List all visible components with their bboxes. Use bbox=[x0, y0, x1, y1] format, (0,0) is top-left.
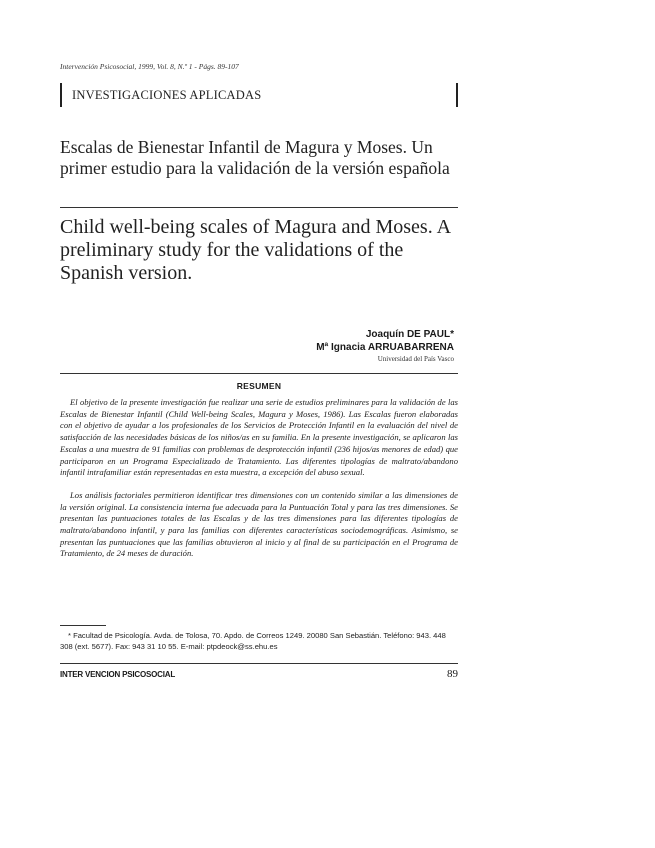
footer-journal-name: INTER VENCION PSICOSOCIAL bbox=[60, 670, 176, 679]
footnote: * Facultad de Psicología. Avda. de Tolosa, 70. Apdo. de Correos 1249. 20080 San Sebastián. Teléfono: 943. 448 308 (ext. 5677). Fax: 943 31 10 55. E-mail: ptpdeock@ss.ehu.es bbox=[60, 631, 446, 651]
abstract-paragraph: El objetivo de la presente investigación fue realizar una serie de estudios preliminares para la validación de las Escalas de Bienestar Infantil (Child Well-being Scales, Magura y Moses, 1986). Las Escalas fueron elaboradas con el objetivo de ayudar a los profesionales de los Servicios de Protección Infantil en la evaluación del nivel de satisfacción de las necesidades básicas de los niños/as en su familia. En la presente investigación, se aplicaron las Escalas a una muestra de 91 familias con problemas de desprotección infantil (236 hijos/as menores de edad) que participaron en un Programa Especializado de Tratamiento. Las diferentes tipologías de maltrato/abandono infantil intrafamiliar están representadas en esta muestra, a excepción del abuso sexual. bbox=[60, 397, 458, 478]
section-banner bbox=[60, 83, 458, 107]
abstract-paragraph: Los análisis factoriales permitieron identificar tres dimensiones con un contenido similar a las dimensiones de la versión original. La consistencia interna fue adecuada para la Puntuación Total y para las tres dimensiones. Se presentan las puntuaciones totales de las Escalas y de las tres dimensiones para las diferentes tipologías de maltrato/abandono infantil, y para las familias con diferentes características sociodemográficas. Asimismo, se presentan las puntuaciones que las familias obtuvieron al inicio y al final de su participación en el Programa de Tratamiento, de 24 meses de duración. bbox=[60, 489, 458, 559]
author-affiliation: Universidad del País Vasco bbox=[377, 355, 454, 363]
title-spanish: Escalas de Bienestar Infantil de Magura y Moses. Un primer estudio para la validación de la versión española bbox=[60, 137, 450, 178]
section-label: INVESTIGACIONES APLICADAS bbox=[72, 88, 262, 102]
abstract-body bbox=[60, 397, 458, 571]
author-block bbox=[200, 328, 454, 365]
footer-divider bbox=[60, 663, 458, 664]
abstract-heading: RESUMEN bbox=[236, 381, 282, 391]
title-english: Child well-being scales of Magura and Moses. A preliminary study for the validations of the Spanish version. bbox=[60, 216, 450, 284]
title-divider bbox=[60, 207, 458, 208]
page-number: 89 bbox=[447, 668, 458, 680]
abstract-divider bbox=[60, 373, 458, 374]
author-name: Mª Ignacia ARRUABARRENA bbox=[316, 342, 454, 353]
author-name: Joaquín DE PAUL* bbox=[365, 329, 454, 340]
footnote-divider bbox=[60, 625, 106, 626]
journal-citation: Intervención Psicosocial, 1999, Vol. 8, N.º 1 - Págs. 89-107 bbox=[60, 62, 239, 71]
